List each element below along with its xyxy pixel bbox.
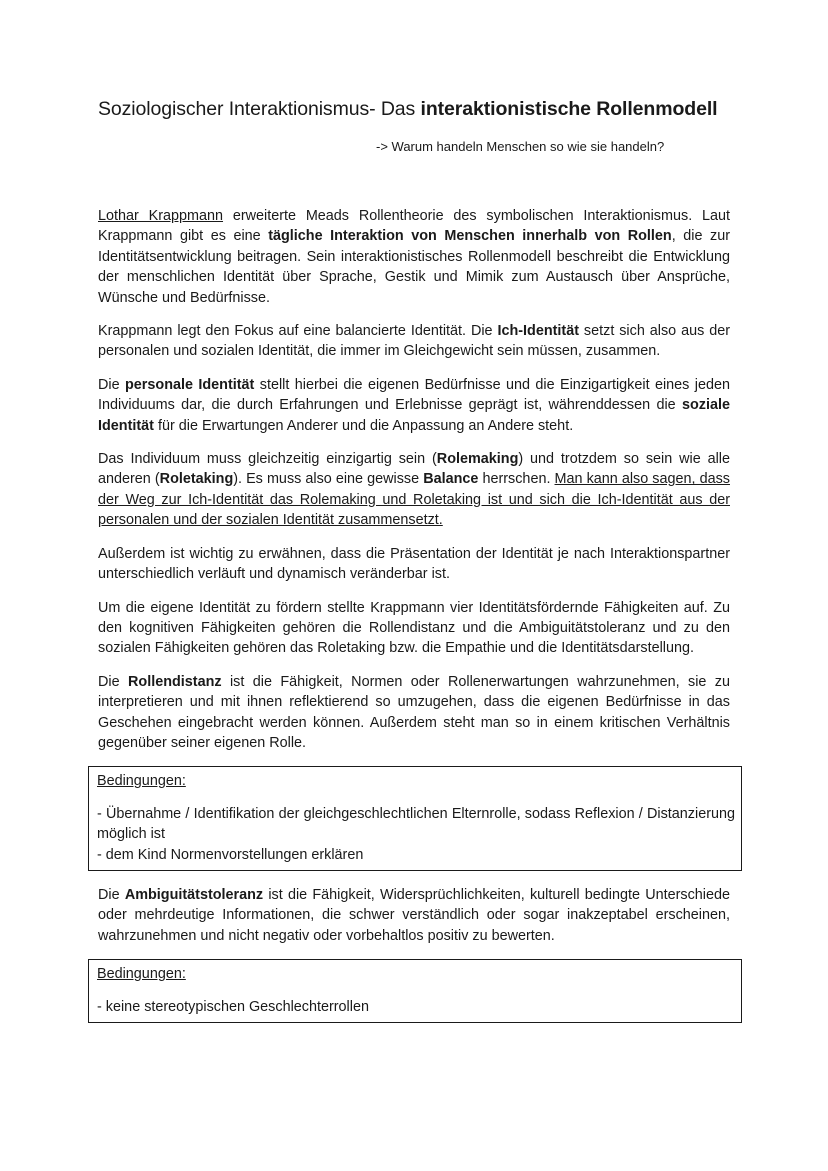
conditions-box-2 [88, 959, 742, 1023]
text: ist die Fähigkeit, Widersprüchlichkeiten, kulturell bedingte Unterschiede oder mehrdeutige Informationen, die schwer verständlich oder sogar inakzeptabel erscheinen, wahrzunehmen und nicht negativ oder vorbehaltlos positiv zu bewerten. [98, 886, 730, 944]
text: , die zur Identitätsentwicklung beitragen. Sein interaktionistisches Rollenmodell beschreibt die Entwicklung der menschlichen Identität über Sprache, Gestik und Mimik zum Austausch über Ansprüche, Wünsche und Bedürfnisse. [98, 228, 730, 306]
text: ) und trotzdem so sein wie alle anderen ( [98, 451, 730, 488]
bold-text: soziale Identität [98, 397, 730, 434]
text: stellt hierbei die eigenen Bedürfnisse und die Einzigartigkeit eines jeden Individuums dar, die durch Erfahrungen und Erlebnisse geprägt ist, währenddessen die [98, 376, 730, 414]
paragraph-4 [98, 449, 730, 531]
paragraph-7 [98, 672, 730, 754]
text: Die [98, 376, 125, 393]
text: herrschen. [478, 471, 555, 488]
paragraph-6: Um die eigene Identität zu fördern stellte Krappmann vier Identitätsfördernde Fähigkeiten auf. Zu den kognitiven Fähigkeiten gehören die Rollendistanz und die Ambiguitätstoleranz und zu den sozialen Fähigkeiten gehören das Roletaking bzw. die Empathie und die Identitätsdarstellung. [98, 599, 730, 657]
text: Das Individuum muss gleichzeitig einzigartig sein ( [98, 451, 437, 468]
paragraph-1 [98, 206, 730, 308]
text: erweiterte Meads Rollentheorie des symbolischen Interaktionismus. Laut Krappmann gibt es eine [98, 208, 731, 245]
text: setzt sich also aus der personalen und sozialen Identität, die immer im Gleichgewicht sein müssen, zusammen. [98, 323, 730, 360]
bold-text: Ich-Identität [497, 323, 580, 340]
paragraph-5: Außerdem ist wichtig zu erwähnen, dass die Präsentation der Identität je nach Interaktionspartner unterschiedlich verläuft und dynamisch veränderbar ist. [98, 545, 730, 583]
paragraph-3 [98, 375, 730, 436]
document-body [97, 206, 735, 1037]
text: Die [98, 886, 125, 903]
text: ). Es muss also eine gewisse [233, 471, 424, 488]
conditions-line: - dem Kind Normenvorstellungen erklären [97, 846, 364, 863]
bold-text: Balance [423, 471, 479, 488]
conditions-line: - keine stereotypischen Geschlechterrollen [97, 998, 369, 1015]
bold-text: Rollendistanz [128, 673, 222, 690]
bold-text: Ambiguitätstoleranz [124, 886, 264, 903]
bold-text: tägliche Interaktion von Menschen innerhalb von Rollen [268, 228, 672, 245]
underlined-text: Man kann also sagen, dass der Weg zur Ich-Identität das Rolemaking und Roletaking ist und sich die Ich-Identität aus der personalen und der sozialen Identität zusammensetzt. [98, 471, 730, 529]
text: Die [98, 673, 129, 690]
text: ist die Fähigkeit, Normen oder Rollenerwartungen wahrzunehmen, sie zu interpretieren und mit ihnen reflektierend so umzugehen, dass die eigenen Bedürfnisse in das Geschehen eingebracht werden können. Außerdem steht man so in einem kritischen Verhältnis gegenüber seiner eigenen Rolle. [98, 673, 730, 751]
title-normal: Soziologischer Interaktionismus- Das [98, 98, 421, 120]
paragraph-2 [98, 321, 730, 362]
bold-text: Roletaking [159, 471, 234, 488]
page-title [98, 96, 738, 122]
bold-text: Rolemaking [436, 451, 519, 468]
author-name: Lothar Krappmann [98, 208, 224, 224]
conditions-heading: Bedingungen: [97, 966, 186, 983]
bold-text: personale Identität [125, 376, 255, 393]
text: Krappmann legt den Fokus auf eine balancierte Identität. Die [98, 323, 498, 340]
text: für die Erwartungen Anderer und die Anpassung an Andere steht. [153, 417, 574, 434]
subtitle: -> Warum handeln Menschen so wie sie handeln? [376, 139, 665, 154]
title-bold: interaktionistische Rollenmodell [420, 98, 718, 120]
conditions-box-1 [88, 766, 742, 871]
conditions-heading: Bedingungen: [97, 773, 186, 790]
paragraph-8 [98, 885, 730, 946]
conditions-line: - Übernahme / Identifikation der gleichgeschlechtlichen Elternrolle, sodass Reflexion / Distanzierung möglich ist [97, 805, 735, 843]
